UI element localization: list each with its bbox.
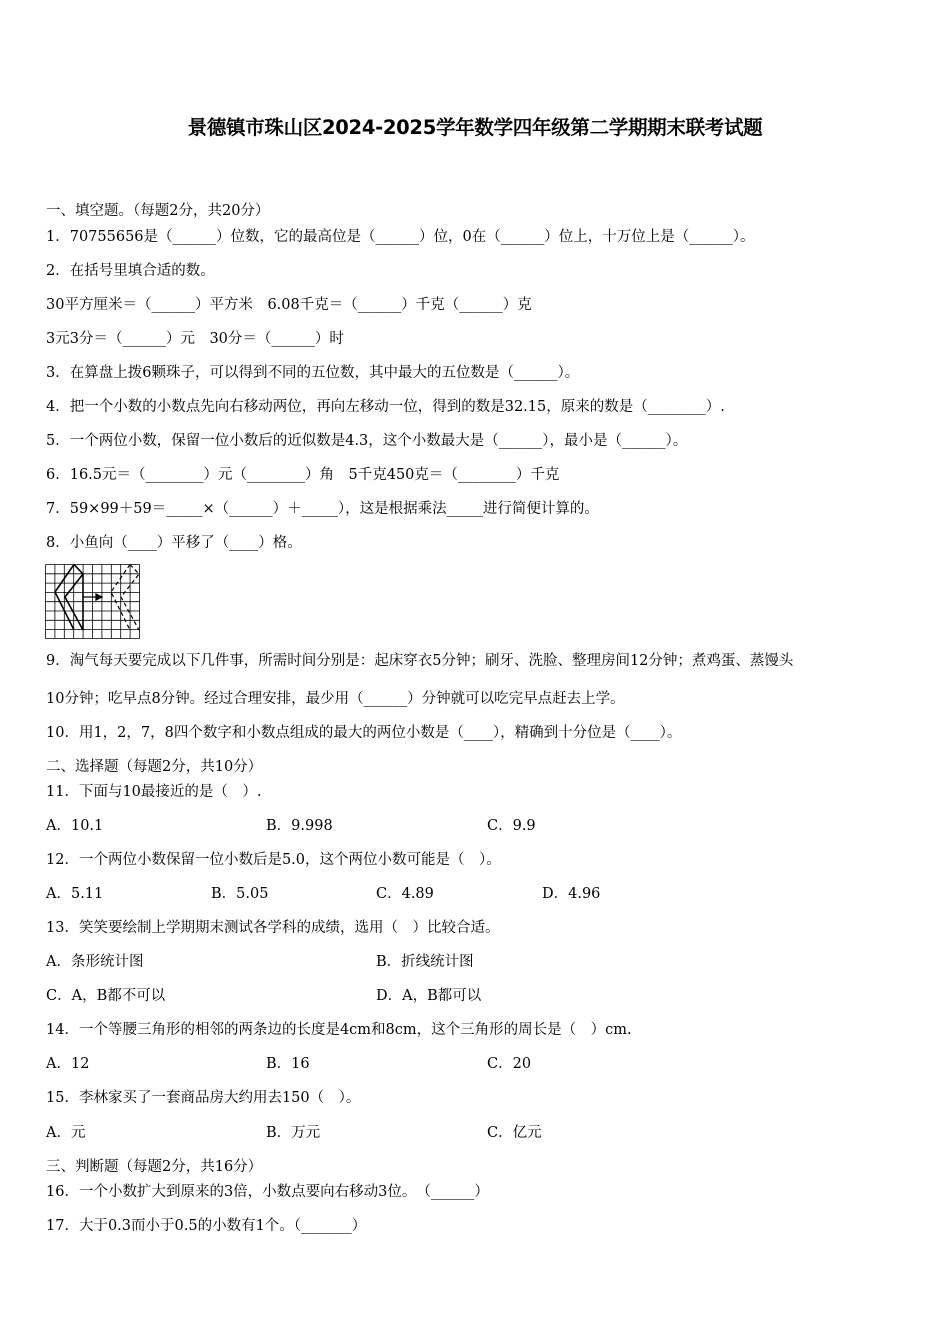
- q13-option-a: A．条形统计图: [46, 954, 144, 970]
- q14-option-c: C．20: [487, 1056, 532, 1072]
- question-12: 12．一个两位小数保留一位小数后是5.0，这个两位小数可能是（ ）。: [46, 852, 501, 868]
- q12-option-c: C．4.89: [376, 886, 434, 902]
- question-4: 4．把一个小数的小数点先向右移动两位，再向左移动一位，得到的数是32.15，原来的数是（________）.: [46, 399, 725, 415]
- q12-option-b: B．5.05: [211, 886, 269, 902]
- question-14: 14．一个等腰三角形的相邻的两条边的长度是4cm和8cm，这个三角形的周长是（ ）cm.: [46, 1022, 632, 1038]
- q15-option-c: C．亿元: [487, 1125, 542, 1141]
- question-15: 15．李林家买了一套商品房大约用去150（ ）。: [46, 1090, 361, 1106]
- question-2-part-a: 30平方厘米＝（______）平方米 6.08千克＝（______）千克（______）克: [46, 297, 532, 313]
- question-8: 8．小鱼向（____）平移了（____）格。: [46, 535, 302, 551]
- question-9-line-2: 10分钟；吃早点8分钟。经过合理安排，最少用（______）分钟就可以吃完早点赶去上学。: [46, 691, 625, 707]
- question-6: 6．16.5元＝（________）元（________）角 5千克450克＝（________）千克: [46, 467, 560, 483]
- question-3: 3．在算盘上拨6颗珠子，可以得到不同的五位数，其中最大的五位数是（______）。: [46, 365, 580, 381]
- q15-option-b: B．万元: [266, 1125, 321, 1141]
- question-2: 2．在括号里填合适的数。: [46, 263, 215, 279]
- q13-option-b: B．折线统计图: [376, 954, 474, 970]
- question-10: 10．用1，2，7，8四个数字和小数点组成的最大的两位小数是（____），精确到十分位是（____）。: [46, 725, 682, 741]
- section-choice-title: 二、选择题（每题2分，共10分）: [46, 759, 263, 775]
- question-16: 16．一个小数扩大到原来的3倍，小数点要向右移动3位。 （______）: [46, 1184, 489, 1200]
- question-13: 13．笑笑要绘制上学期期末测试各学科的成绩，选用（ ）比较合适。: [46, 920, 500, 936]
- q14-option-a: A．12: [46, 1056, 90, 1072]
- q12-option-a: A．5.11: [46, 886, 104, 902]
- question-11: 11．下面与10最接近的是（ ）.: [46, 784, 262, 800]
- q11-option-b: B．9.998: [266, 818, 333, 834]
- q13-option-c: C．A，B都不可以: [46, 988, 166, 1004]
- q15-option-a: A．元: [46, 1125, 86, 1141]
- question-7: 7．59×99＋59＝_____×（______）＋_____），这是根据乘法_____进行简便计算的。: [46, 501, 599, 517]
- q14-option-b: B．16: [266, 1056, 310, 1072]
- question-5: 5．一个两位小数，保留一位小数后的近似数是4.3，这个小数最大是（______），最小是（______）。: [46, 433, 688, 449]
- question-1: 1．70755656是（______）位数，它的最高位是（______）位，0在（______）位上，十万位上是（______）。: [46, 229, 755, 245]
- q13-option-d: D．A，B都可以: [376, 988, 482, 1004]
- question-9-line-1: 9．淘气每天要完成以下几件事，所需时间分别是：起床穿衣5分钟；刷牙、洗脸、整理房间12分钟；煮鸡蛋、蒸馒头: [46, 653, 794, 669]
- question-2-part-b: 3元3分＝（______）元 30分＝（______）时: [46, 331, 344, 347]
- q12-option-d: D．4.96: [542, 886, 601, 902]
- q11-option-c: C．9.9: [487, 818, 536, 834]
- q11-option-a: A．10.1: [46, 818, 104, 834]
- fish-translation-grid: [45, 564, 141, 640]
- section-fill-in-title: 一、填空题。（每题2分，共20分）: [46, 203, 270, 219]
- question-17: 17．大于0.3而小于0.5的小数有1个。（_______）: [46, 1218, 367, 1234]
- page-title: 景德镇市珠山区2024-2025学年数学四年级第二学期期末联考试题: [187, 116, 763, 139]
- section-judgment-title: 三、判断题（每题2分，共16分）: [46, 1159, 263, 1175]
